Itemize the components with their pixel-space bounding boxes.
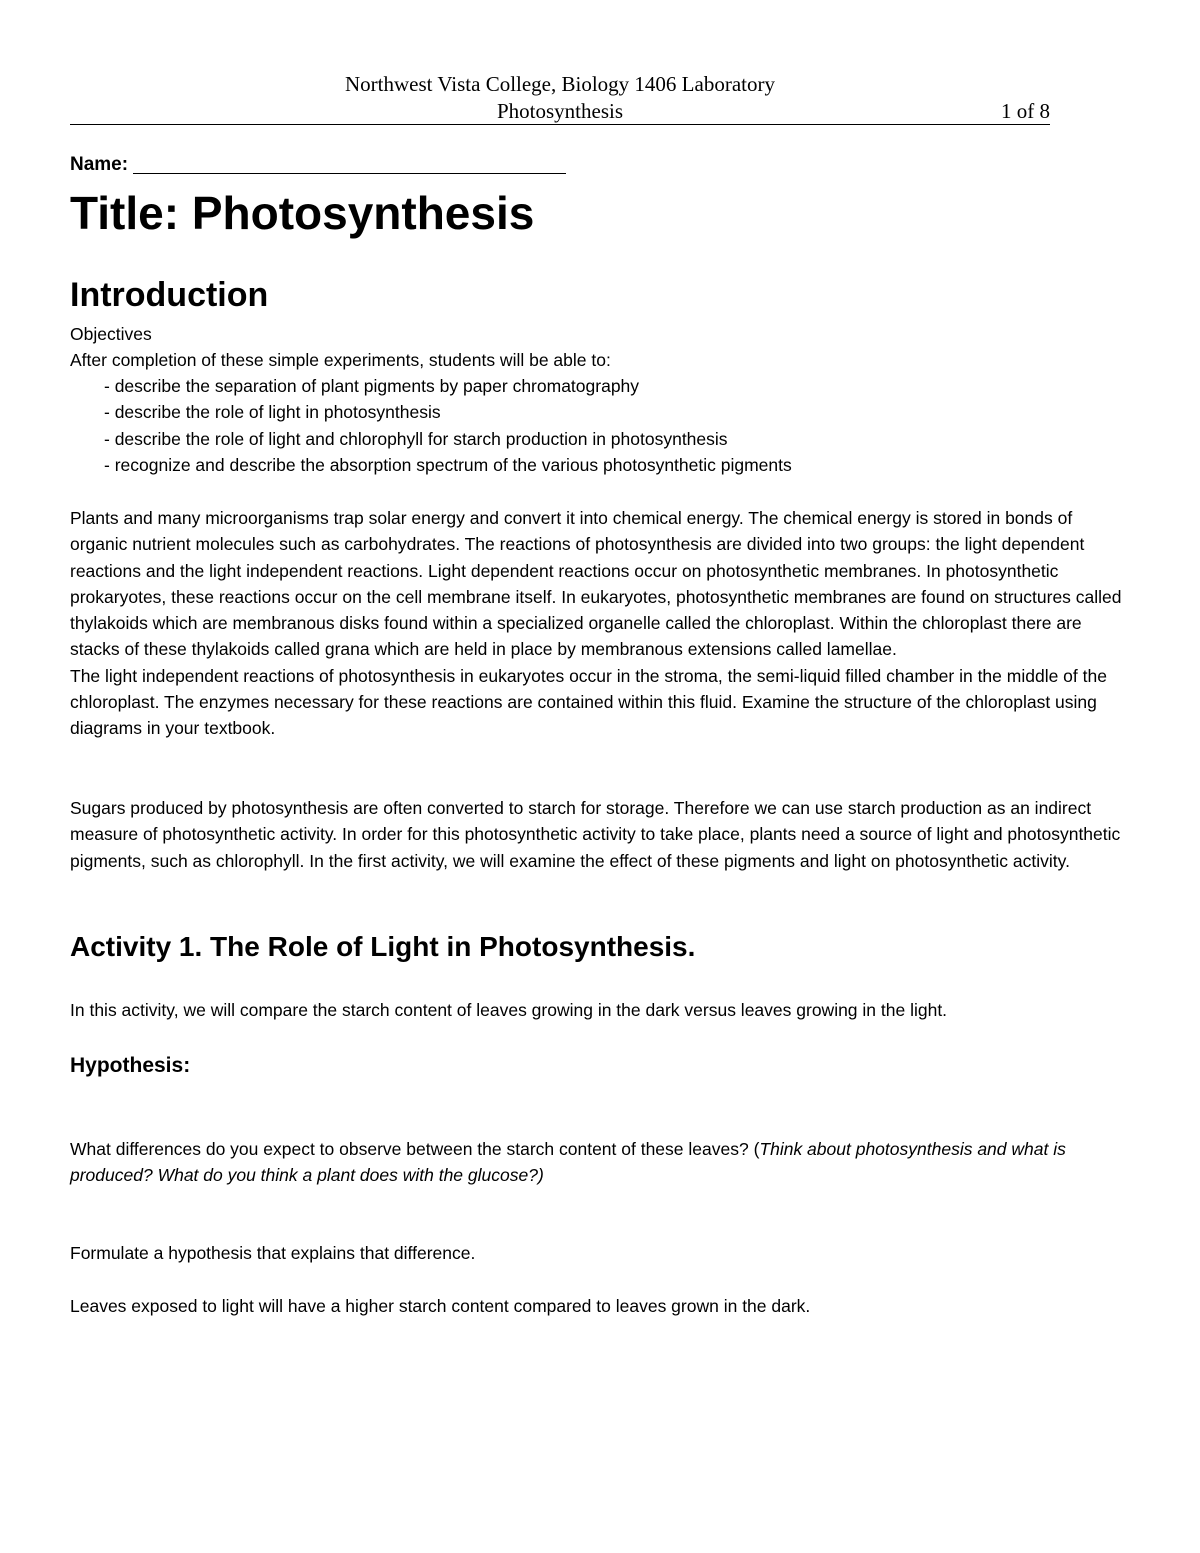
name-blank-line[interactable]	[133, 173, 566, 174]
objectives-label: Objectives	[70, 324, 152, 344]
question-hint: Think about photosynthesis and what is produced? What do you think a plant does with the glucose?)	[70, 1139, 1066, 1186]
page-number: 1 of 8	[1001, 99, 1050, 123]
list-item: - describe the role of light and chlorophyll for starch production in photosynthesis	[104, 428, 728, 449]
header-line	[70, 99, 1050, 125]
list-item: - describe the role of light in photosynthesis	[104, 402, 441, 423]
objectives-list	[104, 373, 1104, 478]
hypothesis-answer[interactable]: Leaves exposed to light will have a higher starch content compared to leaves grown in the dark.	[70, 1296, 811, 1316]
paragraph-text: The light independent reactions of photosynthesis in eukaryotes occur in the stroma, the semi-liquid filled chamber in the middle of the chloroplast. The enzymes necessary for these reactions are contained within this fluid. Examine the structure of the chloroplast using diagrams in your textbook.	[70, 665, 1107, 739]
list-item: - describe the separation of plant pigments by paper chromatography	[104, 376, 640, 396]
page-title: Title: Photosynthesis	[70, 187, 535, 239]
header-topic: Photosynthesis	[496, 99, 624, 123]
list-item: - recognize and describe the absorption spectrum of the various photosynthetic pigments	[104, 454, 792, 475]
introduction-heading: Introduction	[70, 276, 269, 314]
question-text: What differences do you expect to observe between the starch content of these leaves? (	[70, 1139, 760, 1159]
intro-paragraph-2: Sugars produced by photosynthesis are often converted to starch for storage. Therefore we can use starch production as an indirect measure of photosynthetic activity. In order for this photosynthetic activity to take place, plants need a source of light and photosynthetic pigments, such as chlorophyll. In the first activity, we will examine the effect of these pigments and light on photosynthetic activity.	[70, 798, 1121, 871]
hypothesis-heading: Hypothesis:	[70, 1054, 191, 1077]
activity1-intro: In this activity, we will compare the starch content of leaves growing in the dark versus leaves growing in the light.	[70, 1000, 948, 1020]
name-label: Name:	[70, 154, 129, 175]
paragraph-text: Plants and many microorganisms trap solar energy and convert it into chemical energy. The chemical energy is stored in bonds of organic nutrient molecules such as carbohydrates. The reactions of photosynthesis are divided into two groups: the light dependent reactions and the light independent reactions. Light dependent reactions occur on photosynthetic membranes. In photosynthetic prokaryotes, these reactions occur on the cell membrane itself. In eukaryotes, photosynthetic membranes are found on structures called thylakoids which are membranous disks found within a specialized organelle called the chloroplast. Within the chloroplast there are stacks of these thylakoids called grana which are held in place by membranous extensions called lamellae.	[70, 508, 1122, 660]
objectives-lead: After completion of these simple experiments, students will be able to:	[70, 350, 611, 371]
hypothesis-question-2: Formulate a hypothesis that explains that difference.	[70, 1243, 476, 1263]
objectives-block	[70, 321, 1130, 374]
header-institution: Northwest Vista College, Biology 1406 Laboratory	[345, 72, 775, 96]
activity1-heading: Activity 1. The Role of Light in Photosynthesis.	[70, 931, 696, 962]
hypothesis-question-1	[70, 1136, 1130, 1189]
intro-paragraph-1	[70, 505, 1130, 742]
